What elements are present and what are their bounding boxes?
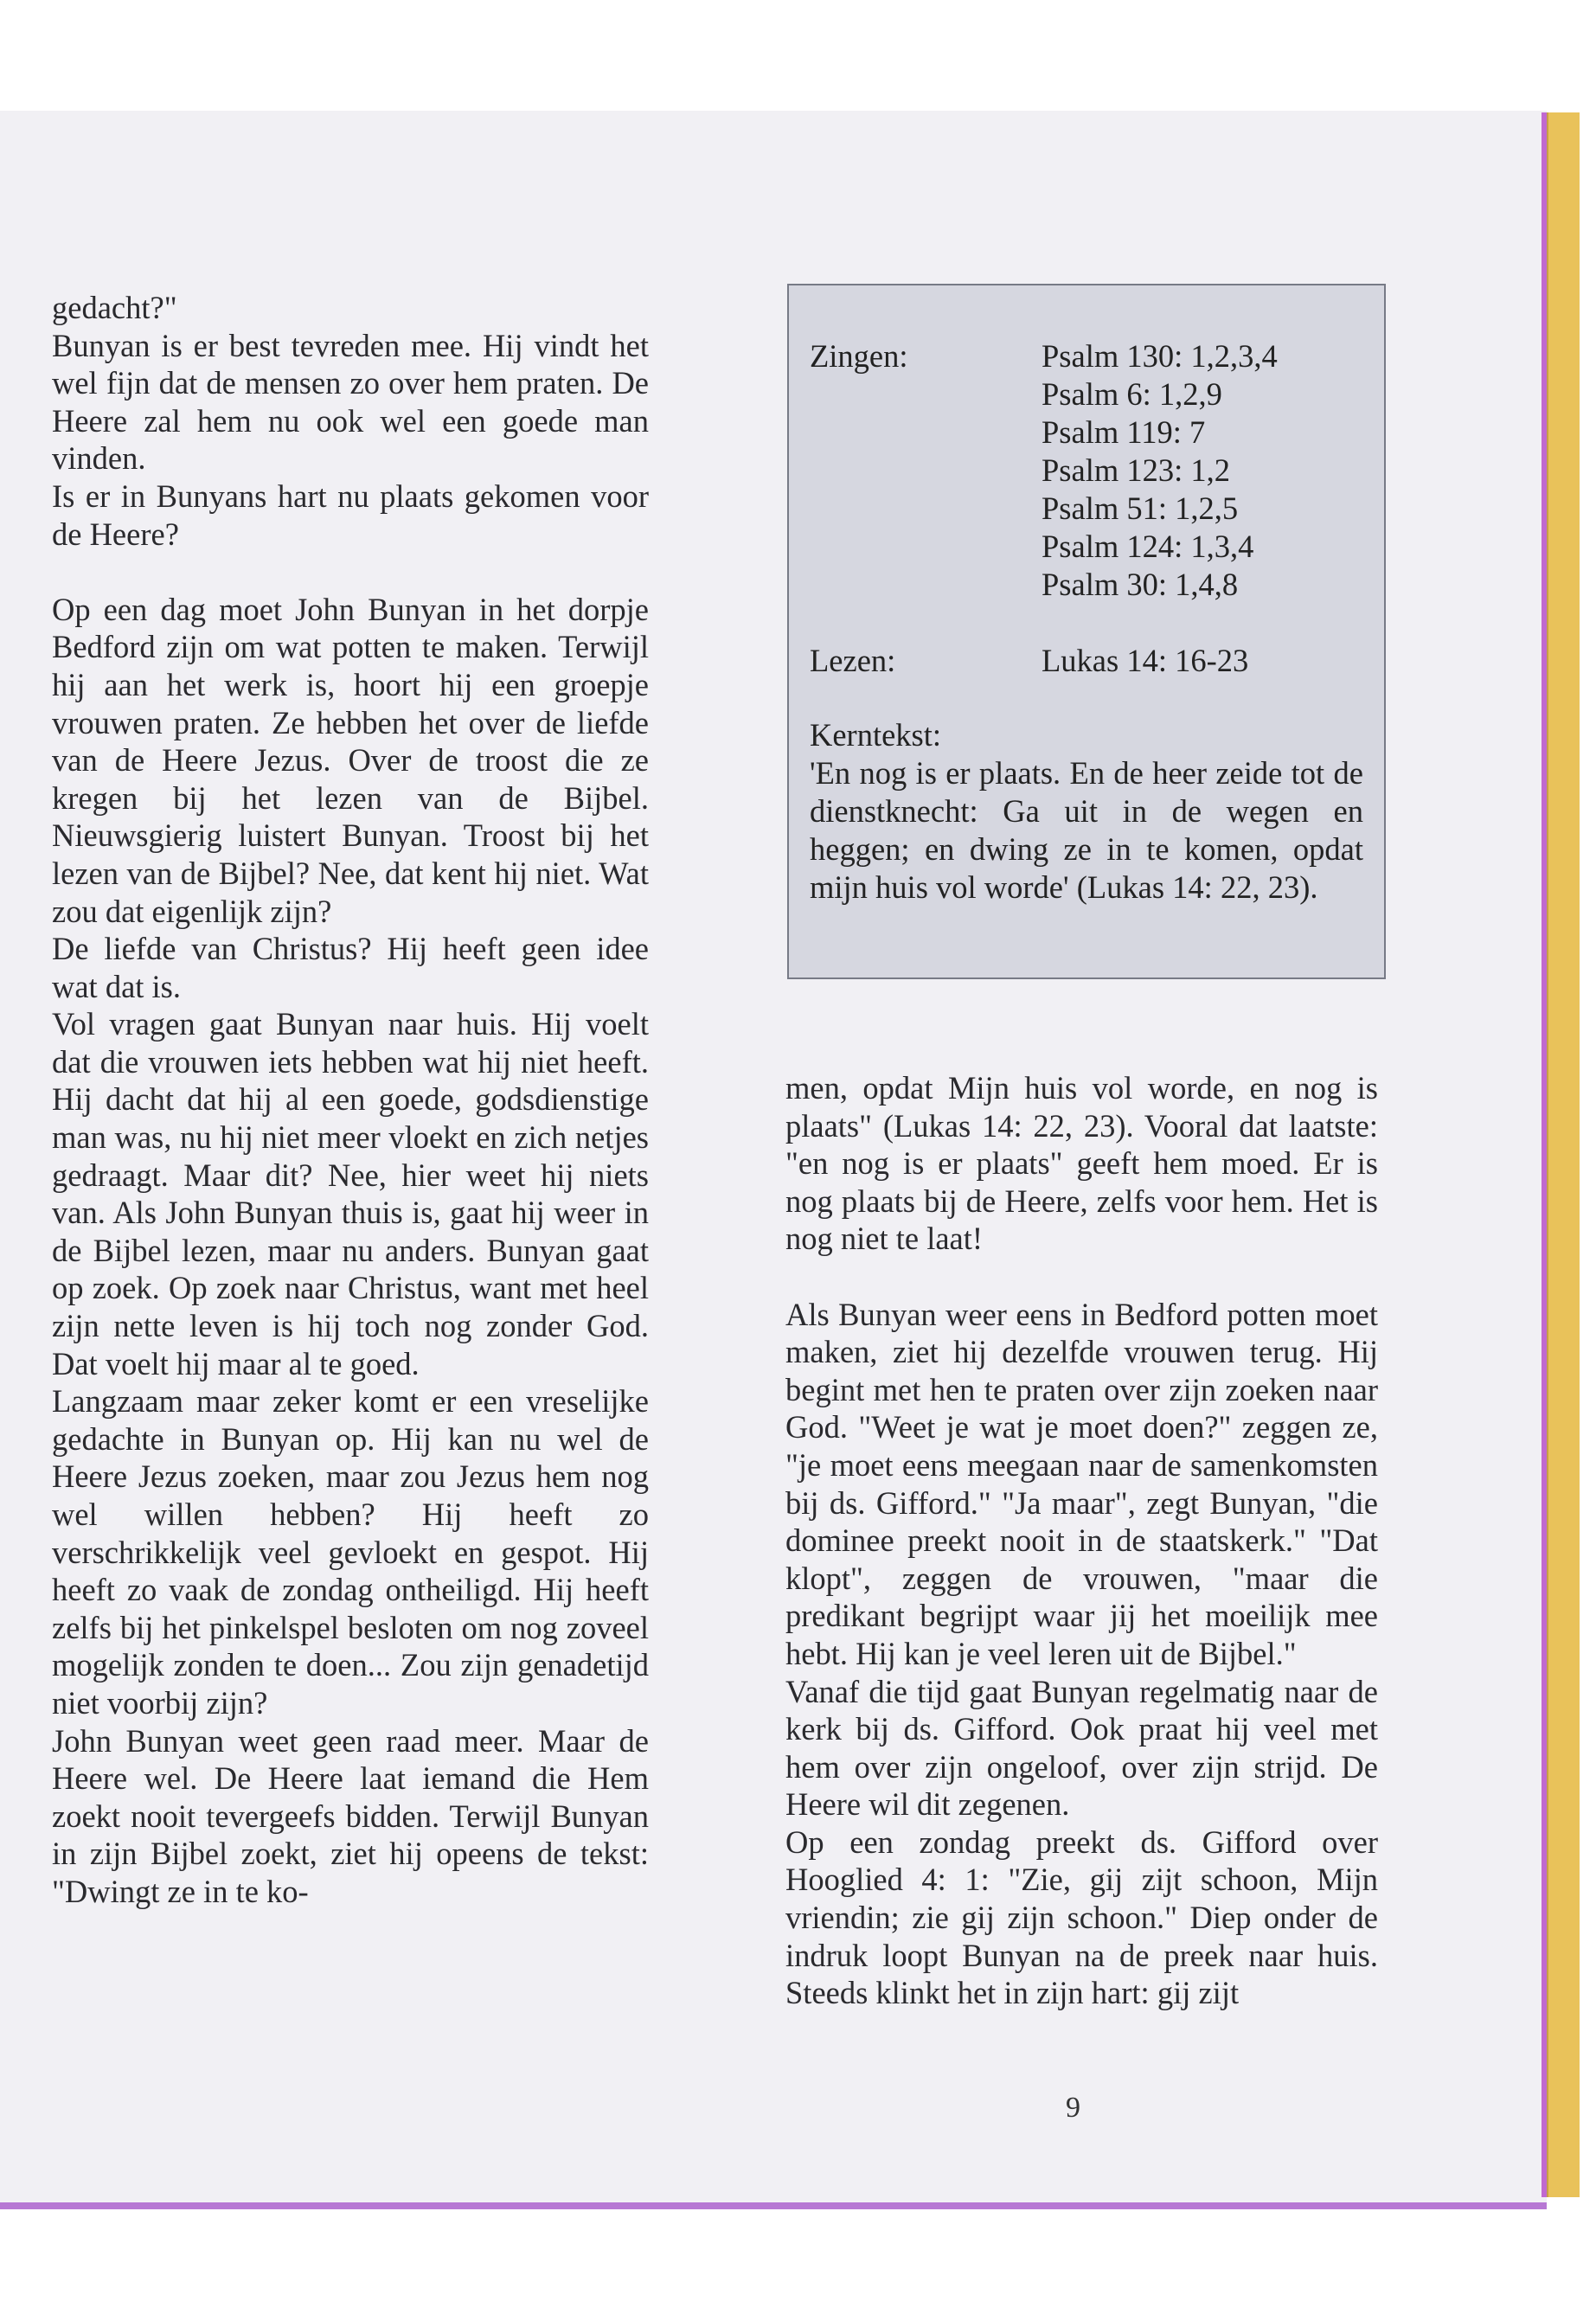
right-text-column — [785, 1069, 1378, 2012]
psalm-line: Psalm 130: 1,2,3,4 — [1042, 338, 1278, 374]
paragraph: Als Bunyan weer eens in Bedford potten moet maken, ziet hij dezelfde vrouwen terug. Hij begint met hen te praten over zijn zoeken naar God. "Weet je wat je moet doen?" zeggen ze, "je moet eens meegaan naar de samenkomsten bij ds. Gifford." "Ja maar", zegt Bunyan, "die dominee preekt nooit in de staatskerk." "Dat klopt", zeggen de vrouwen, "maar die predikant begrijpt waar jij het moeilijk mee hebt. Hij kan je veel leren uit de Bijbel." — [785, 1296, 1378, 1671]
paragraph: Bunyan is er best tevreden mee. Hij vindt het wel fijn dat de mensen zo over hem praten. De Heere zal hem nu ook wel een goede man vinden. — [52, 327, 649, 477]
psalm-line: Psalm 123: 1,2 — [1042, 452, 1231, 488]
psalm-line: Psalm 124: 1,3,4 — [1042, 529, 1254, 564]
psalm-line: Psalm 51: 1,2,5 — [1042, 490, 1239, 526]
paragraph: Op een dag moet John Bunyan in het dorpje Bedford zijn om wat potten te maken. Terwijl hij aan het werk is, hoort hij een groepje vrouwen praten. Ze hebben het over de liefde van de Heere Jezus. Over de troost die ze kregen bij het lezen van de Bijbel. Nieuwsgierig luistert Bunyan. Troost bij het lezen van de Bijbel? Nee, dat kent hij niet. Wat zou dat eigenlijk zijn? — [52, 591, 649, 929]
page-number: 9 — [1066, 2092, 1080, 2124]
zingen-label: Zingen: — [810, 338, 908, 374]
left-text-column — [52, 289, 649, 1911]
lesson-info-box — [787, 284, 1386, 979]
psalm-line: Psalm 30: 1,4,8 — [1042, 567, 1239, 602]
paragraph: Vanaf die tijd gaat Bunyan regelmatig naar de kerk bij ds. Gifford. Ook praat hij veel met hem over zijn ongeloof, over zijn strijd. De Heere wil dit zegenen. — [785, 1673, 1378, 1823]
lezen-label: Lezen: — [810, 643, 896, 678]
kerntekst-text: 'En nog is er plaats. En de heer zeide tot de dienstknecht: Ga uit in de wegen en heggen; en dwing ze in te komen, opdat mijn huis vol worde' (Lukas 14: 22, 23). — [810, 755, 1363, 905]
psalm-line: Psalm 119: 7 — [1042, 414, 1206, 450]
paragraph: Is er in Bunyans hart nu plaats gekomen voor de Heere? — [52, 478, 649, 552]
paragraph: Vol vragen gaat Bunyan naar huis. Hij voelt dat die vrouwen iets hebben wat hij niet heeft. Hij dacht dat hij al een goede, godsdienstige man was, nu hij niet meer vloekt en zich netjes gedraagt. Maar dit? Nee, hier weet hij niets van. Als John Bunyan thuis is, gaat hij weer in de Bijbel lezen, maar nu anders. Bunyan gaat op zoek. Op zoek naar Christus, want met heel zijn nette leven is hij toch nog zonder God. Dat voelt hij maar al te goed. — [52, 1006, 649, 1381]
paragraph: Langzaam maar zeker komt er een vreselijke gedachte in Bunyan op. Hij kan nu wel de Heere Jezus zoeken, maar zou Jezus hem nog wel willen hebben? Hij heeft zo verschrikkelijk veel gevloekt en gespot. Hij heeft zo vaak de zondag ontheiligd. Hij heeft zelfs bij het pinkelspel besloten om nog zoveel mogelijk zonden te doen... Zou zijn genadetijd niet voorbij zijn? — [52, 1383, 649, 1721]
paragraph: men, opdat Mijn huis vol worde, en nog is plaats" (Lukas 14: 22, 23). Vooral dat laatste: "en nog is er plaats" geeft hem moed. Er is nog plaats bij de Heere, zelfs voor hem. Het is nog niet te laat! — [785, 1070, 1378, 1257]
paragraph: Op een zondag preekt ds. Gifford over Hooglied 4: 1: "Zie, gij zijt schoon, Mijn vriendin; zie gij zijn schoon." Diep onder de indruk loopt Bunyan na de preek naar huis. Steeds klinkt het in zijn hart: gij zijt — [785, 1823, 1378, 2011]
paragraph: John Bunyan weet geen raad meer. Maar de Heere wel. De Heere laat iemand die Hem zoekt nooit tevergeefs bidden. Terwijl Bunyan in zijn Bijbel zoekt, ziet hij opeens de tekst: "Dwingt ze in te ko- — [52, 1722, 649, 1909]
page-bottom-edge — [0, 2202, 1547, 2209]
paragraph: gedacht?" — [52, 290, 177, 325]
psalm-line: Psalm 6: 1,2,9 — [1042, 376, 1222, 412]
paragraph-gap — [52, 553, 649, 591]
kerntekst-label: Kerntekst: — [810, 717, 942, 753]
lezen-value: Lukas 14: 16-23 — [1042, 643, 1249, 678]
paragraph-gap — [785, 1258, 1378, 1296]
book-spine-edge — [1547, 112, 1580, 2197]
paragraph: De liefde van Christus? Hij heeft geen idee wat dat is. — [52, 931, 649, 1004]
